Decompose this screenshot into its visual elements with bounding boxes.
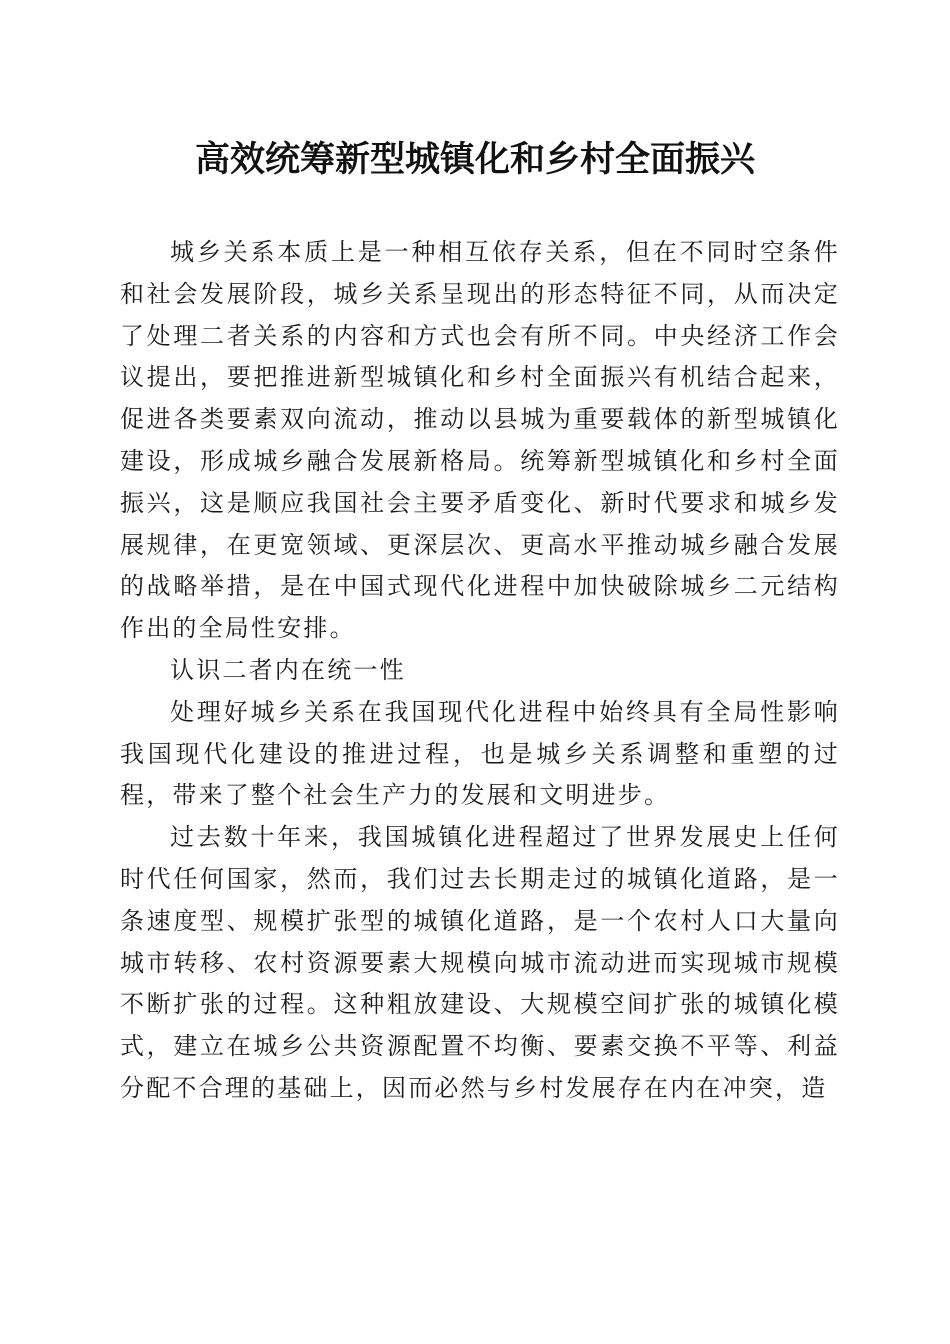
document-title: 高效统筹新型城镇化和乡村全面振兴	[194, 139, 755, 180]
section-heading: 认识二者内在统一性	[170, 655, 406, 684]
paragraph-urbanization-history: 过去数十年来，我国城镇化进程超过了世界发展史上任何时代任何国家，然而，我们过去长期走过的城镇化道路，是一条速度型、规模扩张型的城镇化道路，是一个农村人口大量向城市转移、农村资源要素大规模向城市流动进而实现城市规模不断扩张的过程。这种粗放建设、大规模空间扩张的城镇化模式，建立在城乡公共资源配置不均衡、要素交换不平等、利益分配不合理的基础上，因而必然与乡村发展存在内在冲突，造	[120, 823, 840, 1102]
paragraph-intro: 城乡关系本质上是一种相互依存关系，但在不同时空条件和社会发展阶段，城乡关系呈现出的形态特征不同，从而决定了处理二者关系的内容和方式也会有所不同。中央经济工作会议提出，要把推进新型城镇化和乡村全面振兴有机结合起来，促进各类要素双向流动，推动以县城为重要载体的新型城镇化建设，形成城乡融合发展新格局。统筹新型城镇化和乡村全面振兴，这是顺应我国社会主要矛盾变化、新时代要求和城乡发展规律，在更宽领域、更深层次、更高水平推动城乡融合发展的战略举措，是在中国式现代化进程中加快破除城乡二元结构作出的全局性安排。	[120, 238, 840, 643]
document-body	[120, 232, 840, 1110]
paragraph-urban-rural-relations: 处理好城乡关系在我国现代化进程中始终具有全局性影响我国现代化建设的推进过程，也是城乡关系调整和重塑的过程，带来了整个社会生产力的发展和文明进步。	[120, 697, 840, 810]
